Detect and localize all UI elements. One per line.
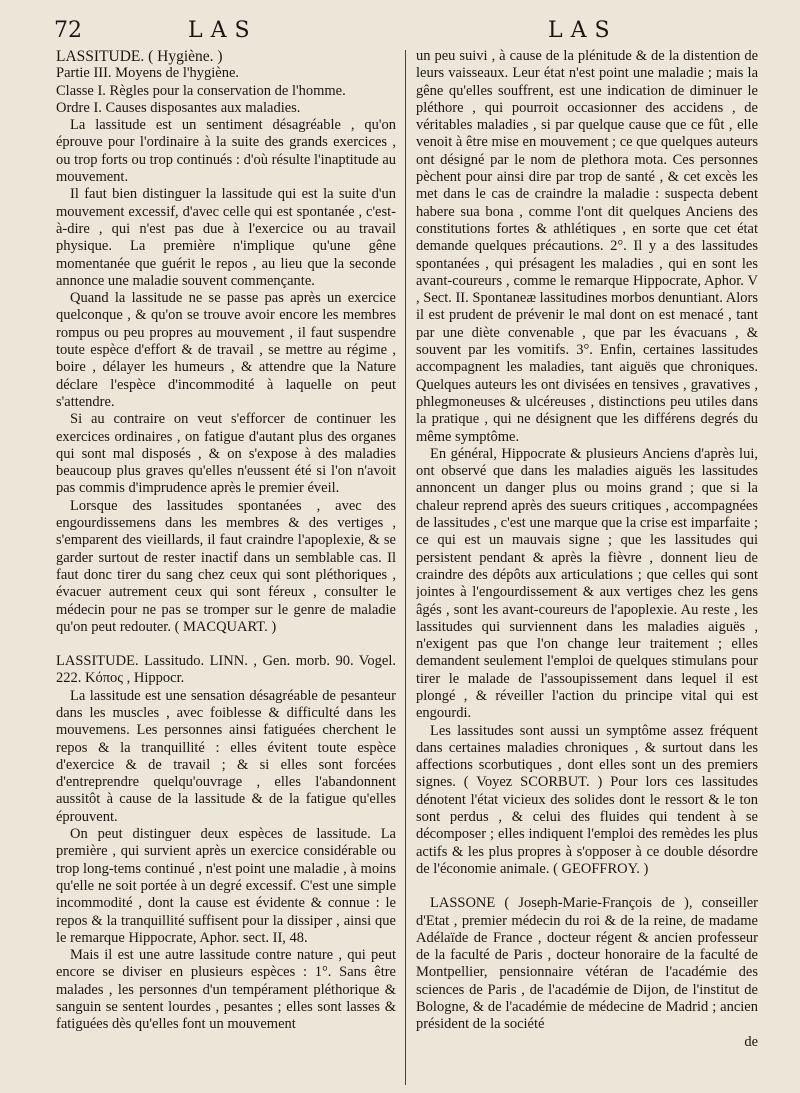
paragraph: Si au contraire on veut s'efforcer de continuer les exercices ordinaires , on fatigue d'autant plus des organes qui sont mal disposés , & on s'expose à des maladies beaucoup plus graves qu'elles n'eussent été si l'on n'avoit pas commis d'imprudence après le premier éveil. [56,411,396,497]
paragraph: En général, Hippocrate & plusieurs Anciens d'après lui, ont observé que dans les maladies aiguës les lassitudes annoncent un danger plus ou moins grand ; que si la chaleur reprend après des sueurs critiques , accompagnées de lassitudes , c'est une marque que la crise est imparfaite ; ce qui est un mauvais signe ; que les lassitudes qui persistent pendant & après la fièvre , donnent lieu de craindre des dépôts aux articulations ; que celles qui sont jointes à l'engourdissement & aux vertiges chez les gens âgés , sont les avant-coureurs de l'apoplexie. Au reste , les lassitudes qui surviennent dans les maladies aiguës , n'exigent pas que l'on change leur traitement ; elles demandent seulement l'emploi de quelques stimulans pour tirer le malade de l'assoupissement dans lequel il est plongé , & réveiller l'action du principe vital qui est engourdi. [416,445,758,722]
paragraph: LASSONE ( Joseph-Marie-François de ), conseiller d'Etat , premier médecin du roi & de la reine, de madame Adélaïde de France , docteur régent & ancien professeur de la faculté de Paris , docteur honoraire de la faculté de Montpellier, pensionnaire vétéran de l'académie des sciences de Paris , de l'académie de Dijon, de l'institut de Bologne, & de l'académie de médecine de Madrid ; ancien président de la société [416,895,758,1033]
running-head [0,18,800,48]
entry-title: LASSITUDE. ( Hygiène. ) [56,48,223,65]
running-head-left: LAS [188,18,258,43]
entry-title: LASSITUDE. Lassitudo. LINN. , Gen. morb. 90. Vogel. 222. Κόπος , Hippocr. [56,653,396,687]
column-divider [405,50,406,1085]
paragraph: La lassitude est un sentiment désagréable , qu'on éprouve pour l'ordinaire à la suite des grands exercices , ou trop forts ou trop continués : d'où résulte l'inaptitude au mouvement. [56,117,396,186]
outline-line: Partie III. Moyens de l'hygiène. [56,65,240,82]
paragraph: un peu suivi , à cause de la plénitude & de la distention de leurs vaisseaux. Leur état n'est point une maladie ; mais la gêne qu'elles souffrent, est une indication de diminuer le pléthore , qui pourroit occasionner des accidens , de véritables maladies , si par quelque cause que ce fût , elle venoit à être mise en mouvement ; ce que quelques auteurs ont désigné par le nom de plethora mota. Ces personnes pèchent pour ainsi dire par trop de santé , & cet excès les met dans le cas de craindre la maladie : suspecta debent habere sua bona , comme l'ont dit quelques Anciens des constitutions fortes & athlétiques , en sorte que cet état demande quelques précautions. 2°. Il y a des lassitudes spontanées , qui présagent les maladies , qui en sont les avant-coureurs , comme le remarque Hippocrate, Aphor. V , Sect. II. Spontaneæ lassitudines morbos denuntiant. Alors il est prudent de prévenir le mal dont on est menacé , tant par une diète convenable , que par les évacuans , & souvent par les vomitifs. 3°. Enfin, certaines lassitudes accompagnent les maladies, tant aiguës que chroniques. Quelques auteurs les ont divisées en tensives , gravatives , phlegmoneuses & ulcéreuses , distinctions peu utiles dans la pratique , qui ne désignent que les différens degrés du même symptôme. [416,48,758,445]
outline-line: Ordre I. Causes disposantes aux maladies. [56,99,301,116]
spacer [56,636,396,653]
spacer [416,878,758,895]
paragraph: On peut distinguer deux espèces de lassitude. La première , qui survient après un exercice considérable ou trop long-tems continué , n'est point une maladie , à moins qu'elle ne soit portée à un degré excessif. C'est une simple incommodité , dont la cause est évidente & connue : le repos & la tranquillité suffisent pour la dissiper , ainsi que le remarque Hippocrate, Aphor. sect. II, 48. [56,826,396,946]
paragraph: Il faut bien distinguer la lassitude qui est la suite d'un mouvement excessif, d'avec celle qui est spontanée , c'est-à-dire , qui n'est pas due à l'exercice ou au travail physique. La première n'implique qu'une gêne momentanée que guérit le repos , au lieu que la seconde annonce une maladie souvent commençante. [56,186,396,289]
paragraph: Lorsque des lassitudes spontanées , avec des engourdissemens dans les membres & des vertiges , s'emparent des vieillards, il faut craindre l'apoplexie, & se garder surtout de rester inactif dans un semblable cas. Il faut donc tirer du sang chez ceux qui sont pléthoriques , évacuer autrement ceux qui sont féreux , consulter le médecin pour ne pas se tromper sur le genre de maladie qu'on peut redouter. ( MACQUART. ) [56,497,396,635]
right-column [416,48,758,1088]
paragraph: La lassitude est une sensation désagréable de pesanteur dans les muscles , avec foiblesse & difficulté dans les mouvemens. Les personnes ainsi fatiguées cherchent le repos & la tranquillité : elles évitent toute espèce d'exercice & de travail ; & si elles sont forcées d'entreprendre quelqu'ouvrage , elles l'abandonnent aussitôt à cause de la lassitude & de la fatigue qu'elles éprouvent. [56,687,396,825]
catchword: de [744,1033,758,1050]
paragraph: Quand la lassitude ne se passe pas après un exercice quelconque , & qu'on se trouve avoir encore les membres rompus ou peu propres au mouvement , il faut suspendre toute espèce d'effort & de travail , se mettre au régime , boire , délayer les humeurs , & attendre que la Nature déclare l'espèce d'incommodité à laquelle on peut s'attendre. [56,290,396,410]
running-head-right: LAS [548,18,618,43]
page-number: 72 [54,18,82,43]
paragraph: Les lassitudes sont aussi un symptôme assez fréquent dans certaines maladies chroniques , & surtout dans les affections scorbutiques , dont elles sont un des premiers signes. ( Voyez SCORBUT. ) Pour lors ces lassitudes dénotent l'état vicieux des solides dont le ressort & le ton sont perdus , & celui des fluides qui tendent à se décomposer ; elles indiquent l'emploi des remèdes les plus actifs & les plus propres à s'opposer à ce double désordre de l'économie animale. ( GEOFFROY. ) [416,722,758,877]
paragraph: Mais il est une autre lassitude contre nature , qui peut encore se diviser en plusieurs espèces : 1°. Sans être malades , les personnes d'un tempérament pléthorique & sanguin se sentent lourdes , pesantes ; elles sont lasses & fatiguées dès qu'elles font un mouvement [56,947,396,1033]
outline-line: Classe I. Règles pour la conservation de l'homme. [56,82,346,99]
left-column [56,48,396,1088]
